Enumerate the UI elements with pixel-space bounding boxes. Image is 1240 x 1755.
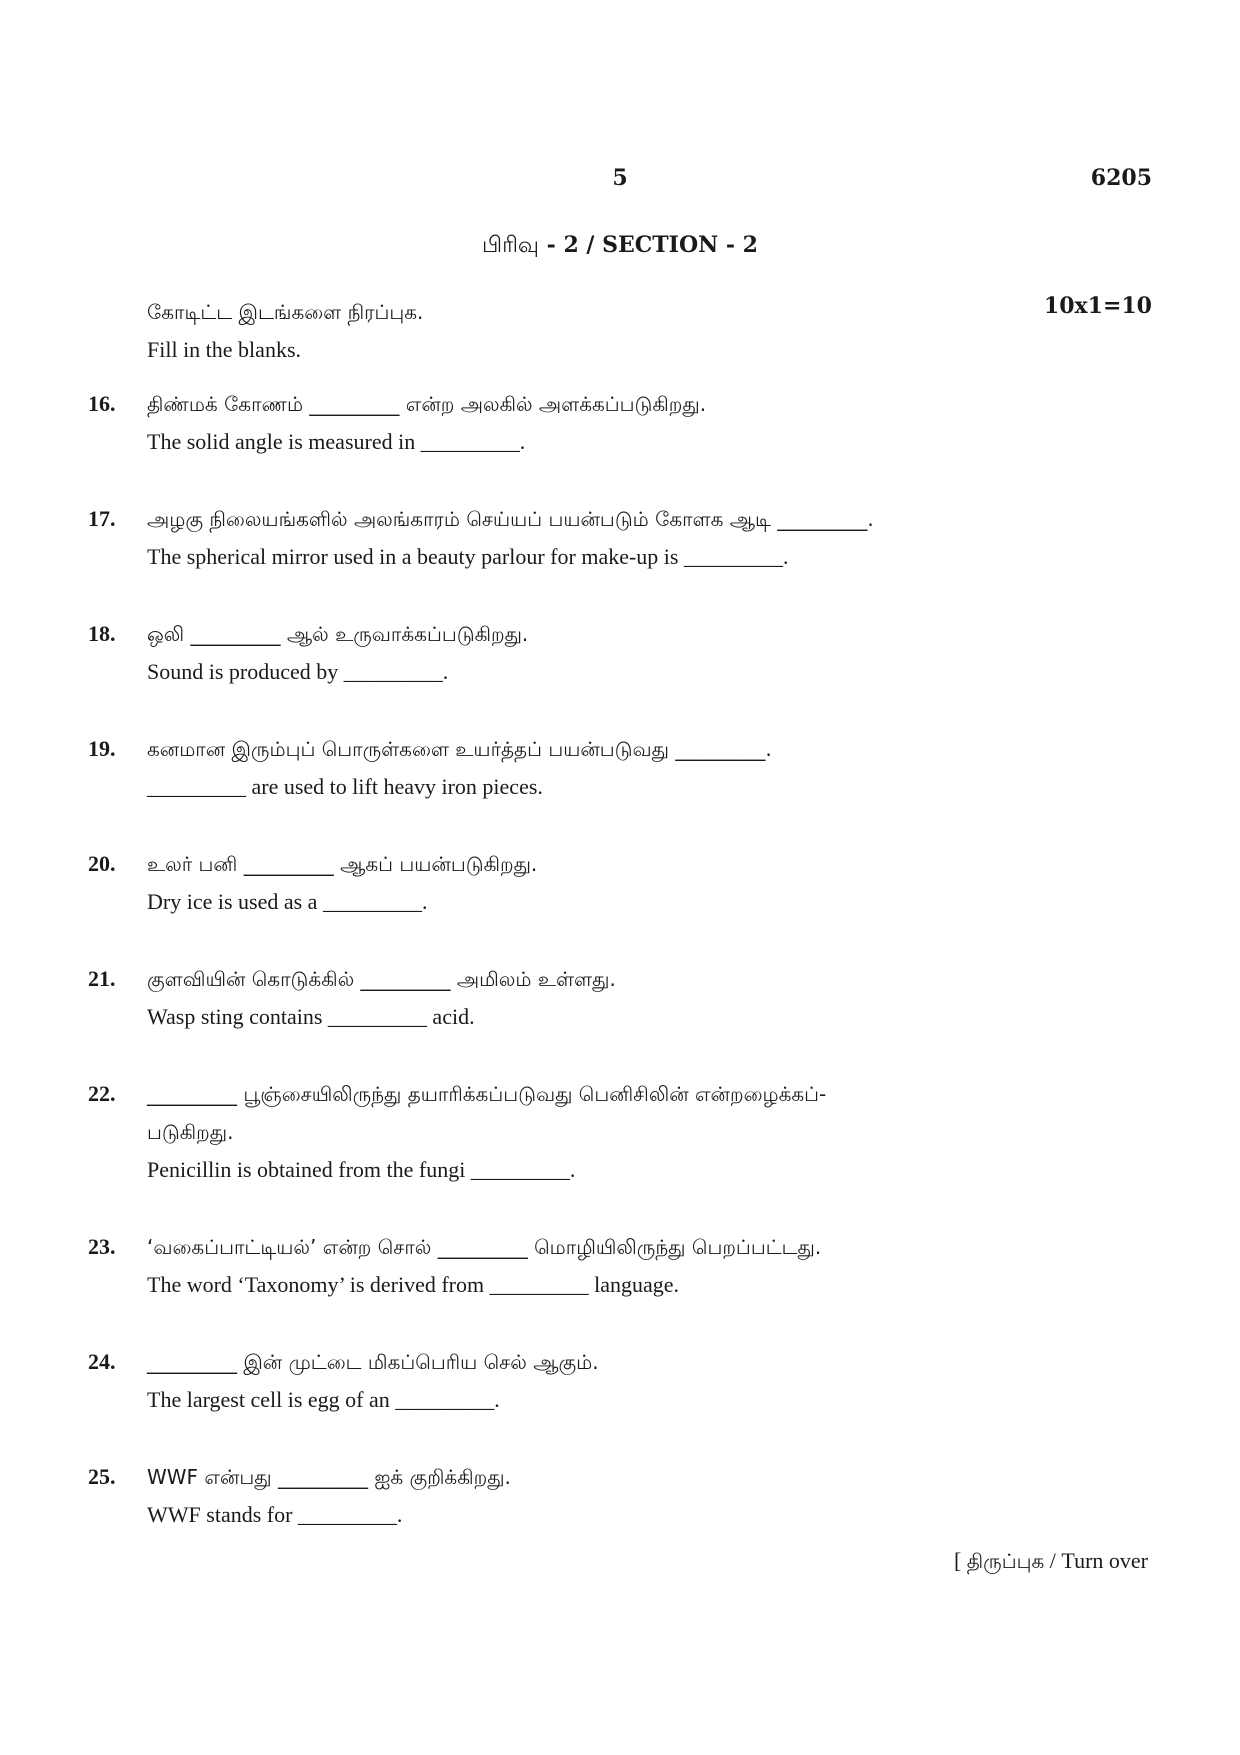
question-english: Dry ice is used as a _________. [147,889,428,914]
question-number: 23. [88,1234,116,1259]
question-english: Sound is produced by _________. [147,659,449,684]
question-number: 22. [88,1081,116,1106]
instruction-tamil: கோடிட்ட இடங்களை நிரப்புக. [147,300,424,324]
turn-over-note [954,1548,1148,1576]
question-tamil: கனமான இரும்புப் பொருள்களை உயர்த்தப் பயன்படுவது _________. [147,737,772,761]
question-tamil-continued: படுகிறது. [147,1120,234,1144]
question-number: 19. [88,736,116,761]
question-tamil: ‘வகைப்பாட்டியல்’ என்ற சொல் _________ மொழியிலிருந்து பெறப்பட்டது. [147,1235,822,1259]
footer-tamil: திருப்புக [966,1549,1045,1573]
question-tamil: WWF என்பது _________ ஐக் குறிக்கிறது. [147,1465,511,1489]
question-tamil: உலர் பனி _________ ஆகப் பயன்படுகிறது. [147,852,538,876]
section-title-tamil: பிரிவு [482,233,539,258]
footer-separator: / [1044,1548,1062,1573]
instruction-english: Fill in the blanks. [147,337,301,362]
question-english: The spherical mirror used in a beauty parlour for make-up is _________. [147,544,789,569]
question-tamil: திண்மக் கோணம் _________ என்ற அலகில் அளக்கப்படுகிறது. [147,392,707,416]
question-number: 21. [88,966,116,991]
question-english: WWF stands for _________. [147,1502,403,1527]
question-tamil: ஒலி _________ ஆல் உருவாக்கப்படுகிறது. [147,622,529,646]
question-english: Penicillin is obtained from the fungi _________. [147,1157,576,1182]
question-tamil: _________ பூஞ்சையிலிருந்து தயாரிக்கப்படுவது பெனிசிலின் என்றழைக்கப்- [147,1082,827,1106]
footer-english: Turn over [1061,1548,1148,1573]
section-title-english: - 2 / SECTION - 2 [539,232,758,258]
question-tamil: குளவியின் கொடுக்கில் _________ அமிலம் உள்ளது. [147,967,616,991]
question-english: _________ are used to lift heavy iron pieces. [147,774,543,799]
question-number: 17. [88,506,116,531]
page-number: 5 [612,165,628,191]
question-tamil: _________ இன் முட்டை மிகப்பெரிய செல் ஆகும். [147,1350,599,1374]
question-number: 25. [88,1464,116,1489]
question-english: The largest cell is egg of an _________. [147,1387,500,1412]
marks-allocation: 10x1=10 [1043,293,1152,319]
question-number: 20. [88,851,116,876]
footer-bracket: [ [953,1548,967,1573]
question-english: The word ‘Taxonomy’ is derived from _________ language. [147,1272,680,1297]
question-english: Wasp sting contains _________ acid. [147,1004,475,1029]
instructions [147,293,1152,369]
question-tamil: அழகு நிலையங்களில் அலங்காரம் செய்யப் பயன்படும் கோளக ஆடி _________. [147,507,874,531]
question-english: The solid angle is measured in _________. [147,429,526,454]
section-title [0,232,1240,261]
question-number: 16. [88,391,116,416]
question-number: 24. [88,1349,116,1374]
question-number: 18. [88,621,116,646]
paper-code: 6205 [1090,165,1152,191]
